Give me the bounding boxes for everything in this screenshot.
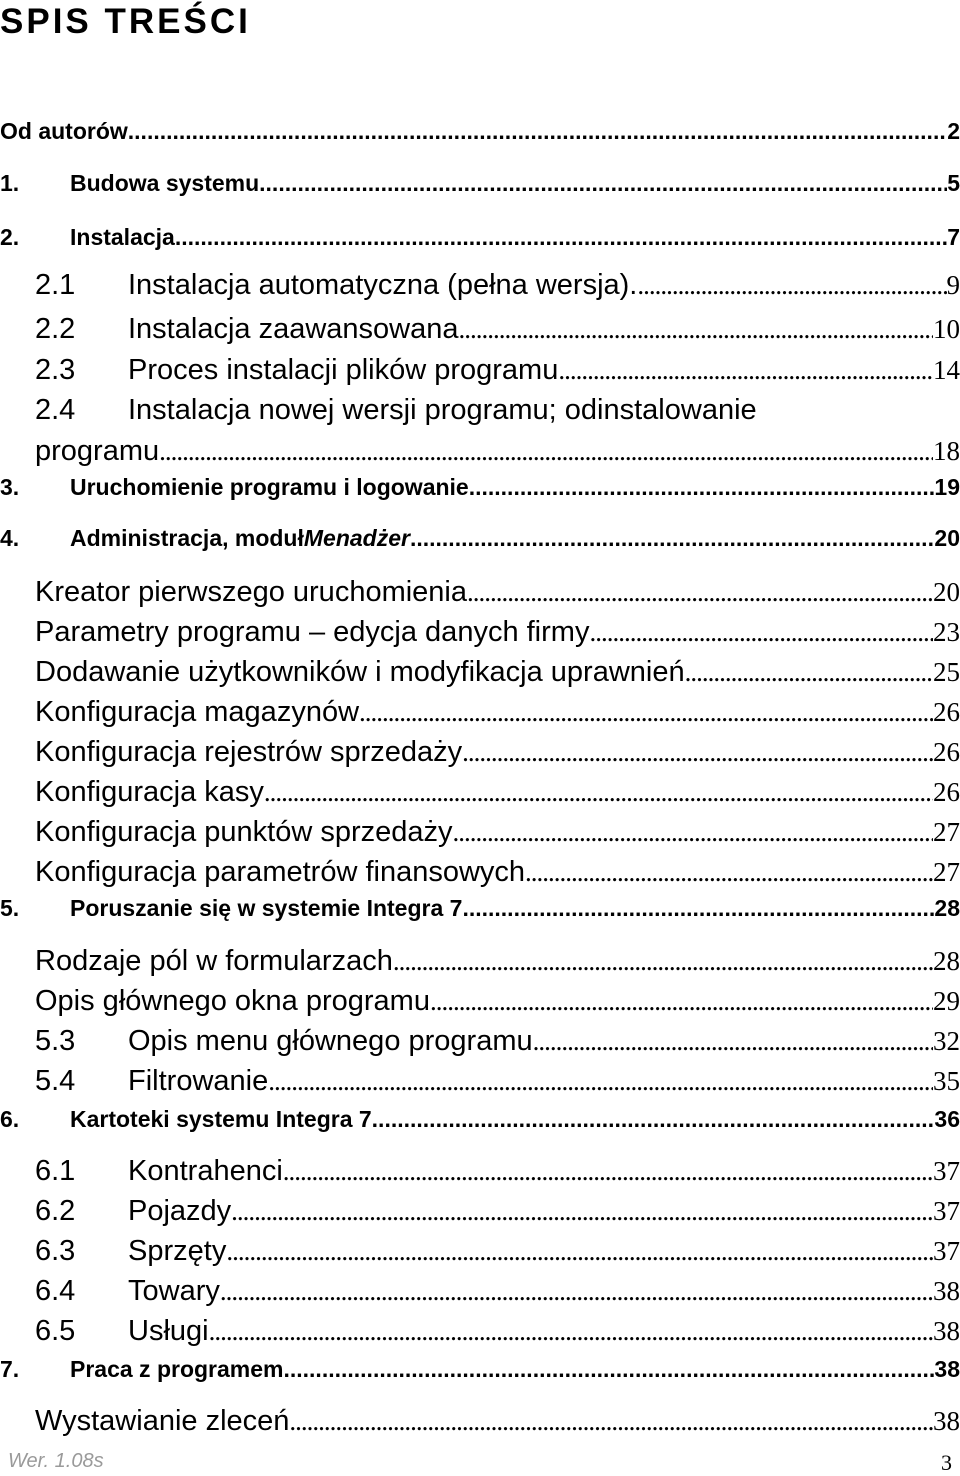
toc-leader-dots: [128, 116, 947, 146]
toc-entry-number: 6.: [0, 1104, 70, 1134]
toc-entry[interactable]: [0, 432, 960, 470]
toc-entry-page: 27: [933, 813, 960, 851]
toc-entry-page: 18: [933, 432, 960, 470]
toc-leader-dots: [393, 942, 933, 980]
toc-entry-number: 7.: [0, 1354, 70, 1384]
toc-entry-page: 25: [933, 653, 960, 691]
toc-entry-label: Poruszanie się w systemie Integra 7: [70, 893, 462, 923]
toc-entry-label: Kartoteki systemu Integra 7: [70, 1104, 372, 1134]
toc-entry-page: 26: [933, 773, 960, 811]
toc-leader-dots: [410, 523, 934, 553]
toc-leader-dots: [685, 653, 933, 691]
toc-entry-label: Budowa systemu: [70, 168, 259, 198]
toc-entry-page: 23: [933, 613, 960, 651]
toc-entry[interactable]: [0, 266, 960, 304]
toc-entry-label: Wystawianie zleceń: [35, 1402, 289, 1440]
toc-entry-page: 37: [933, 1192, 960, 1230]
toc-entry[interactable]: [0, 472, 960, 502]
toc-entry-page: 19: [934, 472, 960, 502]
toc-entry[interactable]: [0, 391, 960, 429]
toc-entry-label: Konfiguracja punktów sprzedaży: [35, 813, 453, 851]
toc-entry-page: 20: [934, 523, 960, 553]
toc-leader-dots: [268, 1062, 933, 1100]
toc-entry-label: Administracja, moduł: [70, 523, 304, 553]
toc-entry[interactable]: [0, 1152, 960, 1190]
toc-leader-dots: [220, 1272, 933, 1310]
toc-entry-page: 32: [933, 1022, 960, 1060]
toc-leader-dots: [264, 773, 933, 811]
toc-entry[interactable]: [0, 613, 960, 651]
toc-entry-page: 2: [947, 116, 960, 146]
toc-entry[interactable]: [0, 813, 960, 851]
toc-entry-page: 38: [933, 1402, 960, 1440]
toc-entry-number: 2.3: [35, 351, 128, 389]
toc-entry-page: 26: [933, 733, 960, 771]
toc-leader-dots: [359, 693, 933, 731]
toc-entry-page: 20: [933, 573, 960, 611]
page-title: SPIS TREŚCI: [0, 0, 251, 44]
toc-entry[interactable]: [0, 982, 960, 1020]
toc-leader-dots: [231, 1192, 933, 1230]
toc-entry-number: 5.4: [35, 1062, 128, 1100]
toc-leader-dots: [467, 573, 933, 611]
toc-entry-page: 38: [934, 1354, 960, 1384]
toc-entry-label: Filtrowanie: [128, 1062, 268, 1100]
toc-entry-number: 6.2: [35, 1192, 128, 1230]
toc-entry-page: 37: [933, 1152, 960, 1190]
toc-entry-page: 36: [934, 1104, 960, 1134]
toc-entry[interactable]: [0, 1354, 960, 1384]
toc-entry[interactable]: [0, 310, 960, 348]
toc-entry-label: Parametry programu – edycja danych firmy: [35, 613, 589, 651]
toc-leader-dots: [453, 813, 933, 851]
toc-leader-dots: [209, 1312, 933, 1350]
toc-entry-label: Od autorów: [0, 116, 128, 146]
toc-leader-dots: [458, 310, 933, 348]
toc-leader-dots: [226, 1232, 933, 1270]
toc-entry-label: Konfiguracja parametrów finansowych: [35, 853, 525, 891]
toc-entry-label: Instalacja automatyczna (pełna wersja).: [128, 266, 637, 304]
toc-entry-label: Usługi: [128, 1312, 209, 1350]
toc-entry-label: Opis menu głównego programu: [128, 1022, 533, 1060]
toc-entry-label: Konfiguracja kasy: [35, 773, 264, 811]
toc-entry-label: Konfiguracja rejestrów sprzedaży: [35, 733, 462, 771]
toc-entry[interactable]: [0, 573, 960, 611]
toc-entry-page: 5: [947, 168, 960, 198]
toc-entry-label: Konfiguracja magazynów: [35, 693, 359, 731]
toc-entry[interactable]: [0, 942, 960, 980]
toc-entry-number: 2.: [0, 222, 70, 252]
toc-entry[interactable]: [0, 853, 960, 891]
toc-leader-dots: [462, 893, 934, 923]
toc-entry[interactable]: [0, 222, 960, 252]
toc-entry-label-emphasis: Menadżer: [304, 523, 410, 553]
toc-entry-number: 6.4: [35, 1272, 128, 1310]
toc-entry[interactable]: [0, 733, 960, 771]
toc-entry-number: 2.1: [35, 266, 128, 304]
toc-entry-number: 5.: [0, 893, 70, 923]
toc-entry-label: Uruchomienie programu i logowanie: [70, 472, 469, 502]
toc-entry-number: 6.5: [35, 1312, 128, 1350]
toc-entry[interactable]: [0, 523, 960, 553]
toc-leader-dots: [533, 1022, 933, 1060]
toc-entry-label: Praca z programem: [70, 1354, 283, 1384]
toc-entry[interactable]: [0, 1104, 960, 1134]
toc-entry-page: 37: [933, 1232, 960, 1270]
toc-entry-label: programu: [35, 432, 159, 470]
toc-leader-dots: [283, 1152, 933, 1190]
toc-entry[interactable]: [0, 773, 960, 811]
toc-entry-number: 1.: [0, 168, 70, 198]
toc-entry-page: 28: [933, 942, 960, 980]
toc-entry[interactable]: [0, 1232, 960, 1270]
toc-leader-dots: [525, 853, 933, 891]
toc-entry-number: 2.2: [35, 310, 128, 348]
page-number: 3: [941, 1450, 952, 1476]
toc-leader-dots: [589, 613, 933, 651]
toc-entry[interactable]: [0, 1192, 960, 1230]
toc-entry-page: 38: [933, 1312, 960, 1350]
toc-leader-dots: [159, 432, 933, 470]
toc-leader-dots: [175, 222, 947, 252]
toc-entry-page: 10: [933, 310, 960, 348]
toc-leader-dots: [289, 1402, 933, 1440]
toc-entry-number: 2.4: [35, 391, 128, 429]
version-label: Wer. 1.08s: [8, 1450, 104, 1473]
toc-entry-number: 3.: [0, 472, 70, 502]
toc-leader-dots: [430, 982, 933, 1020]
toc-leader-dots: [283, 1354, 934, 1384]
toc-entry-label: Instalacja: [70, 222, 175, 252]
toc-entry-label: Towary: [128, 1272, 220, 1310]
toc-entry-page: 27: [933, 853, 960, 891]
toc-entry-label: Pojazdy: [128, 1192, 231, 1230]
toc-entry-label: Sprzęty: [128, 1232, 226, 1270]
toc-entry-label: Kontrahenci: [128, 1152, 283, 1190]
toc-entry-page: 28: [934, 893, 960, 923]
toc-entry[interactable]: [0, 1062, 960, 1100]
toc-entry[interactable]: [0, 1402, 960, 1440]
toc-entry-number: 6.3: [35, 1232, 128, 1270]
toc-entry-label: Proces instalacji plików programu: [128, 351, 558, 389]
toc-entry-label: Rodzaje pól w formularzach: [35, 942, 393, 980]
toc-leader-dots: [462, 733, 933, 771]
toc-leader-dots: [637, 266, 946, 304]
toc-entry[interactable]: [0, 1312, 960, 1350]
toc-entry-label: Dodawanie użytkowników i modyfikacja uprawnień: [35, 653, 685, 691]
toc-leader-dots: [469, 472, 935, 502]
toc-entry-number: 5.3: [35, 1022, 128, 1060]
toc-entry-page: 38: [933, 1272, 960, 1310]
toc-entry-page: 9: [947, 266, 960, 304]
toc-entry-page: 7: [947, 222, 960, 252]
toc-entry-label: Opis głównego okna programu: [35, 982, 430, 1020]
toc-entry-number: 4.: [0, 523, 70, 553]
toc-entry[interactable]: [0, 693, 960, 731]
toc-entry-page: 26: [933, 693, 960, 731]
toc-leader-dots: [558, 351, 933, 389]
toc-entry-page: 35: [933, 1062, 960, 1100]
toc-entry[interactable]: [0, 168, 960, 198]
toc-entry[interactable]: [0, 1272, 960, 1310]
toc-entry[interactable]: [0, 893, 960, 923]
toc-entry-label: Instalacja zaawansowana: [128, 310, 458, 348]
toc-leader-dots: [259, 168, 947, 198]
toc-entry[interactable]: [0, 351, 960, 389]
toc-entry[interactable]: [0, 653, 960, 691]
toc-entry-page: 14: [933, 351, 960, 389]
toc-entry-label: Instalacja nowej wersji programu; odinstalowanie: [128, 391, 757, 429]
toc-entry-page: 29: [933, 982, 960, 1020]
toc-entry[interactable]: [0, 1022, 960, 1060]
toc-entry-label: Kreator pierwszego uruchomienia: [35, 573, 467, 611]
toc-entry-number: 6.1: [35, 1152, 128, 1190]
toc-leader-dots: [372, 1104, 935, 1134]
toc-entry[interactable]: [0, 116, 960, 146]
